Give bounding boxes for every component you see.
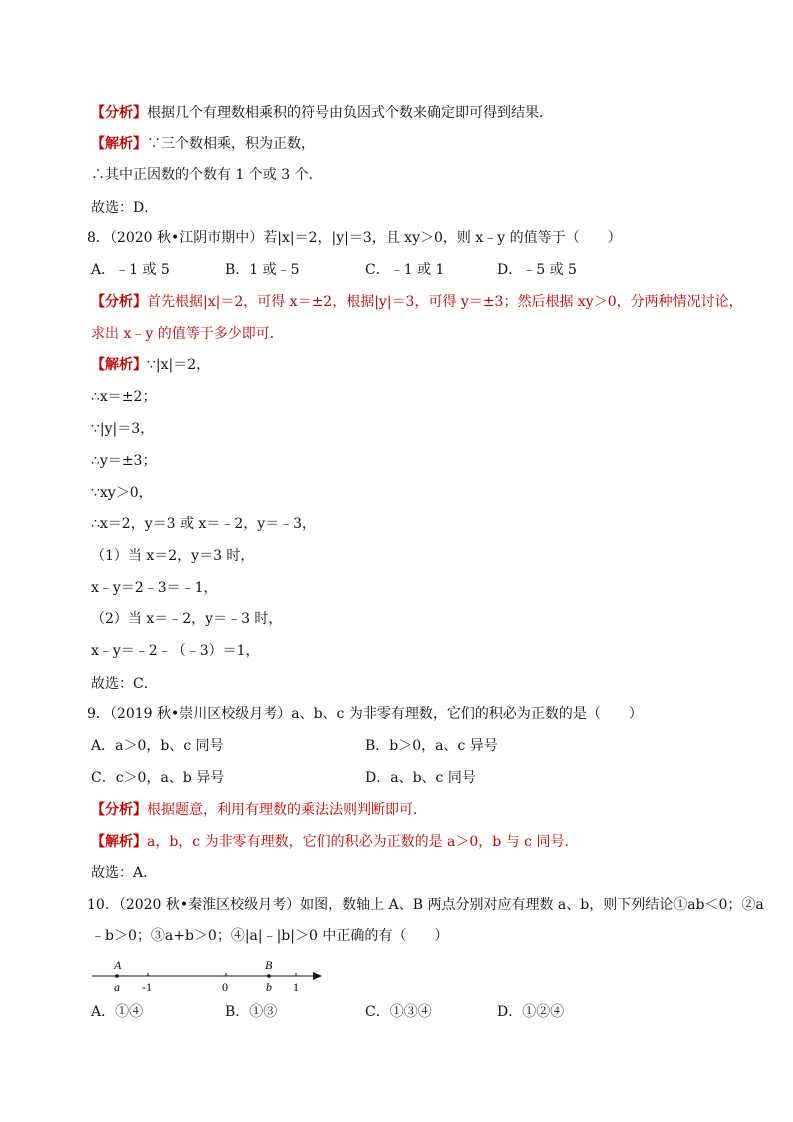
point-a-dot: [115, 974, 119, 978]
q8-solution-line4: ∴y＝±3；: [91, 453, 157, 469]
q9-option-d: D．a、b、c 同号: [365, 770, 476, 786]
q7-analysis-tag: 【分析】: [91, 105, 147, 121]
q10-option-b: B．①③: [225, 1004, 278, 1020]
q8-solution-text1: ∵|x|＝2，: [147, 357, 211, 373]
q7-solution-line1: [91, 135, 315, 153]
q9-answer: 故选：A．: [91, 865, 158, 881]
q8-solution-line1: [91, 356, 210, 374]
label-value-a: a: [114, 980, 120, 994]
number-line-arrow: [313, 972, 322, 980]
q8-solution-line3: ∵|y|＝3，: [91, 421, 155, 437]
q7-answer: 故选：D．: [91, 200, 159, 216]
q8-solution-line7: （1）当 x＝2，y＝3 时，: [91, 548, 255, 564]
q8-analysis-tag: 【分析】: [91, 294, 147, 310]
q7-solution-text1: ∵三个数相乘，积为正数，: [147, 136, 315, 152]
q10-option-d: D．①②④: [497, 1004, 565, 1020]
q8-answer: 故选：C．: [91, 676, 158, 692]
label-value-b: b: [266, 980, 272, 994]
q8-solution-line2: ∴x＝±2；: [91, 389, 157, 405]
label-one: 1: [293, 980, 299, 994]
q8-solution-line8: x﹣y＝2﹣3＝﹣1，: [91, 580, 218, 596]
q8-analysis-line2: 求出 x﹣y 的值等于多少即可．: [91, 326, 284, 342]
q8-solution-line9: （2）当 x＝﹣2，y＝﹣3 时，: [91, 611, 283, 627]
q8-analysis-text1: 首先根据|x|＝2，可得 x＝±2，根据|y|＝3，可得 y＝±3；然后根据 xy＞0，分两种情况讨论，: [147, 294, 743, 310]
q8-option-b: B．1 或﹣5: [225, 262, 300, 278]
q8-solution-tag: 【解析】: [91, 357, 147, 373]
q8-analysis-line1: [91, 293, 743, 311]
q9-option-b: B．b＞0，a、c 异号: [365, 738, 498, 754]
q8-solution-line10: x﹣y＝﹣2﹣（﹣3）＝1，: [91, 643, 260, 659]
q8-option-d: D．﹣5 或 5: [497, 262, 577, 278]
q10-option-c: C．①③④: [365, 1004, 432, 1020]
q8-solution-line6: ∴x＝2，y＝3 或 x＝﹣2，y＝﹣3，: [91, 516, 317, 532]
q7-analysis-text: 根据几个有理数相乘积的符号由负因式个数来确定即可得到结果．: [147, 105, 553, 121]
q9-analysis-tag: 【分析】: [91, 802, 147, 818]
q9-option-c: C．c＞0，a、b 异号: [91, 770, 225, 786]
point-b-dot: [267, 974, 271, 978]
label-minus-one: -1: [142, 980, 152, 994]
q10-option-a: A．①④: [91, 1004, 144, 1020]
q8-stem: 8．（2020 秋•江阴市期中）若|x|＝2，|y|＝3，且 xy＞0，则 x﹣y 的值等于（ ）: [87, 230, 622, 246]
q10-stem-line2: ﹣b＞0；③a+b＞0；④|a|﹣|b|＞0 中正确的有（ ）: [91, 928, 449, 944]
q9-analysis: [91, 801, 427, 819]
q9-solution-text: a，b，c 为非零有理数，它们的积必为正数的是 a＞0，b 与 c 同号．: [147, 834, 579, 850]
q9-analysis-text: 根据题意，利用有理数的乘法法则判断即可．: [147, 802, 427, 818]
label-point-a: A: [114, 958, 122, 972]
label-point-b: B: [265, 958, 273, 972]
q8-option-c: C．﹣1 或 1: [365, 262, 445, 278]
q10-stem-line1: 10．（2020 秋•秦淮区校级月考）如图，数轴上 A、B 两点分别对应有理数 a、b，则下列结论①ab＜0；②a: [87, 897, 764, 913]
q8-solution-line5: ∵xy＞0，: [91, 485, 153, 501]
q7-solution-tag: 【解析】: [91, 136, 147, 152]
q9-solution: [91, 833, 578, 851]
number-line-figure: [90, 957, 330, 997]
label-zero: 0: [222, 980, 228, 994]
q9-option-a: A．a＞0，b、c 同号: [91, 738, 224, 754]
q7-analysis: [91, 104, 553, 122]
q7-solution-line2: ∴其中正因数的个数有 1 个或 3 个．: [91, 167, 323, 183]
q9-solution-tag: 【解析】: [91, 834, 147, 850]
q9-stem: 9．（2019 秋•崇川区校级月考）a、b、c 为非零有理数，它们的积必为正数的是（ ）: [87, 706, 643, 722]
q8-option-a: A．﹣1 或 5: [91, 262, 170, 278]
